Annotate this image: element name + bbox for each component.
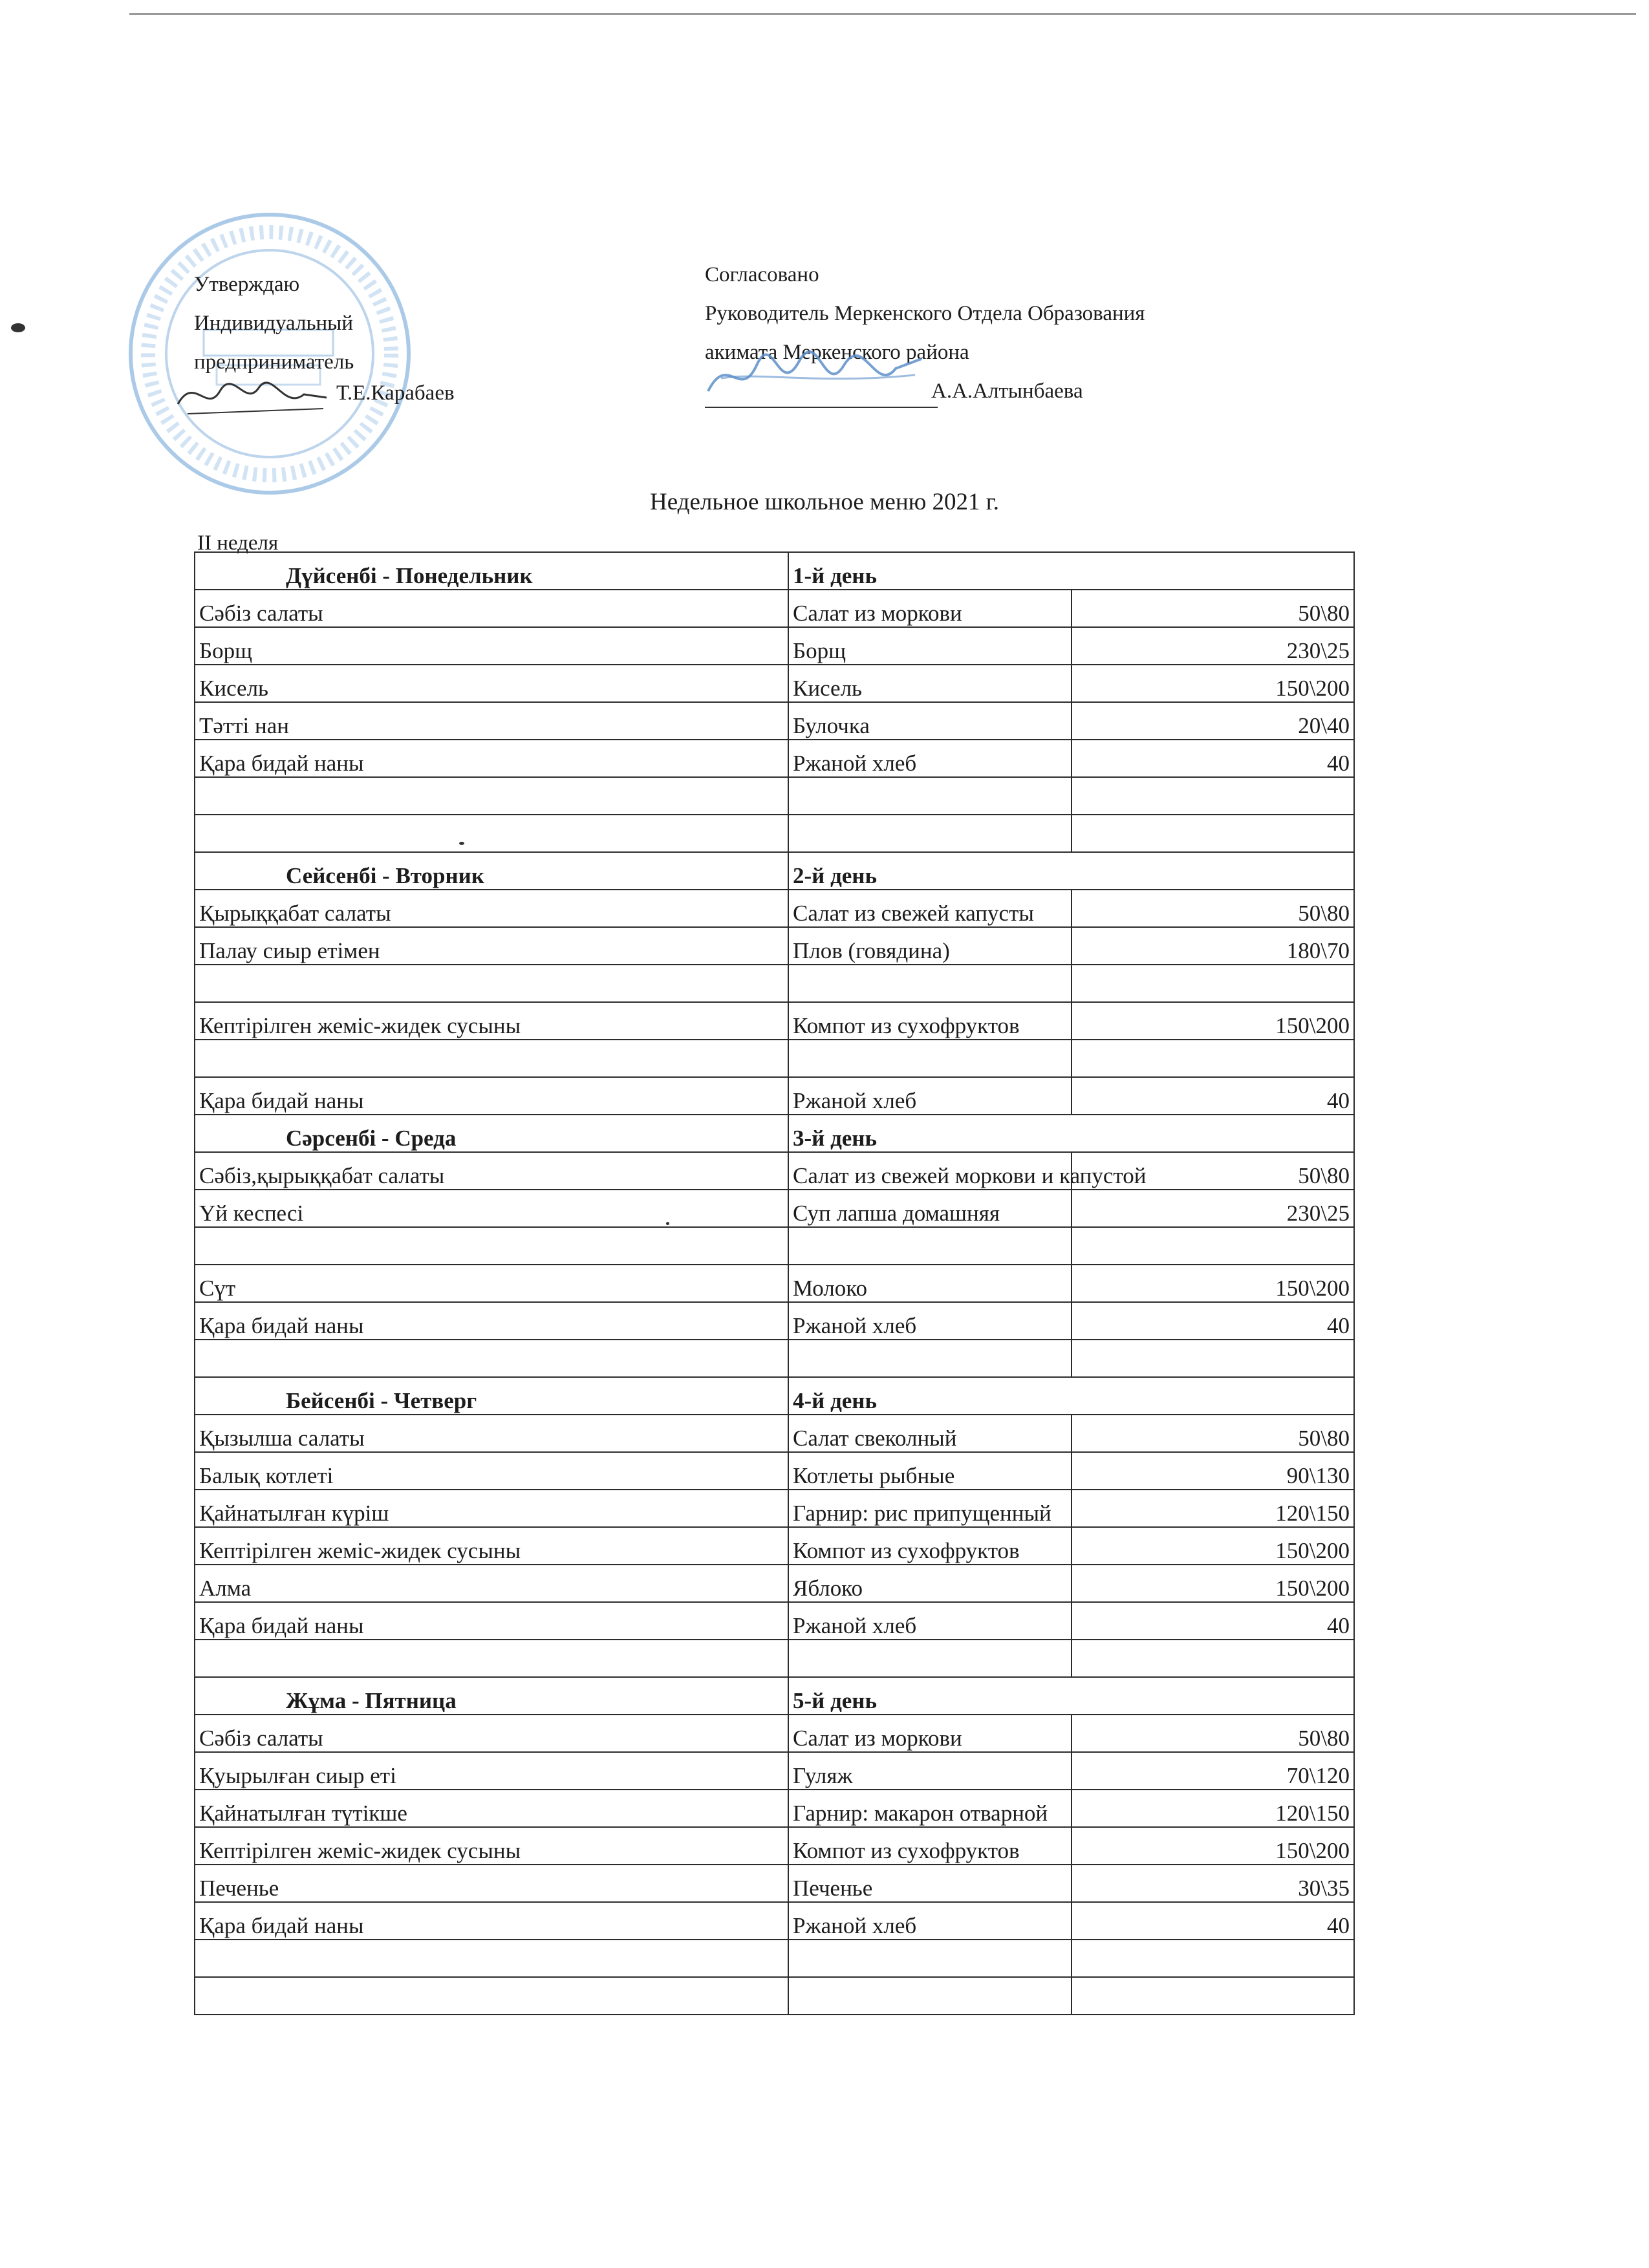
portion-size: 230\25 bbox=[1072, 1190, 1355, 1227]
table-row bbox=[195, 590, 1354, 627]
day-name: Сейсенбі - Вторник bbox=[195, 852, 788, 890]
dish-name-ru: Компот из сухофруктов bbox=[788, 1827, 1072, 1865]
dish-name-kz: Қырыққабат салаты bbox=[195, 890, 788, 927]
dish-name-ru: Компот из сухофруктов bbox=[788, 1527, 1072, 1565]
table-row bbox=[195, 927, 1354, 965]
dish-name-kz: Сүт bbox=[195, 1265, 788, 1302]
dish-name-ru: Плов (говядина) bbox=[788, 927, 1072, 965]
dish-name-kz bbox=[195, 1977, 788, 2015]
agreement-signer: А.А.Алтынбаева bbox=[931, 380, 1083, 403]
portion-size bbox=[1072, 1977, 1355, 2015]
day-header-row bbox=[195, 852, 1354, 890]
dish-name-ru bbox=[788, 1340, 1072, 1377]
portion-size: 120\150 bbox=[1072, 1790, 1355, 1827]
dish-name-ru bbox=[788, 1227, 1072, 1265]
day-label: 5-й день bbox=[788, 1677, 1354, 1715]
dish-name-ru: Печенье bbox=[788, 1865, 1072, 1902]
portion-size bbox=[1072, 1227, 1355, 1265]
dish-name-ru: Салат из свежей капусты bbox=[788, 890, 1072, 927]
dish-name-kz bbox=[195, 1640, 788, 1677]
menu-table bbox=[194, 551, 1355, 2015]
dish-name-ru bbox=[788, 1640, 1072, 1677]
dish-name-ru: Гарнир: макарон отварной bbox=[788, 1790, 1072, 1827]
dish-name-kz: Кептірілген жеміс-жидек сусыны bbox=[195, 1527, 788, 1565]
dish-name-ru: Яблоко bbox=[788, 1565, 1072, 1602]
signature-icon bbox=[175, 369, 330, 420]
approval-line: предприниматель bbox=[194, 350, 354, 374]
scan-speck bbox=[11, 323, 25, 332]
page-title: Недельное школьное меню 2021 г. bbox=[649, 489, 1000, 515]
portion-size: 50\80 bbox=[1072, 1415, 1355, 1452]
portion-size: 150\200 bbox=[1072, 1002, 1355, 1040]
dish-name-ru: Суп лапша домашняя bbox=[788, 1190, 1072, 1227]
day-header-row bbox=[195, 1677, 1354, 1715]
signature-icon bbox=[702, 339, 934, 411]
scan-edge bbox=[129, 13, 1636, 15]
dish-name-kz: Кептірілген жеміс-жидек сусыны bbox=[195, 1002, 788, 1040]
dish-name-ru: Салат из моркови bbox=[788, 1715, 1072, 1752]
table-row bbox=[195, 1865, 1354, 1902]
dish-name-ru: Ржаной хлеб bbox=[788, 740, 1072, 777]
dish-name-ru bbox=[788, 1940, 1072, 1977]
dish-name-kz: Алма bbox=[195, 1565, 788, 1602]
dish-name-kz bbox=[195, 777, 788, 815]
dish-name-ru: Гарнир: рис припущенный bbox=[788, 1490, 1072, 1527]
dish-name-kz: Қара бидай наны bbox=[195, 1302, 788, 1340]
day-name: Сәрсенбі - Среда bbox=[195, 1115, 788, 1152]
portion-size: 40 bbox=[1072, 1902, 1355, 1940]
portion-size bbox=[1072, 965, 1355, 1002]
table-row bbox=[195, 702, 1354, 740]
dish-name-kz bbox=[195, 815, 788, 852]
approval-block bbox=[194, 265, 455, 405]
day-label: 3-й день bbox=[788, 1115, 1354, 1152]
dish-name-ru bbox=[788, 1977, 1072, 2015]
agreement-line: Руководитель Меркенского Отдела Образования bbox=[705, 302, 1145, 325]
table-row bbox=[195, 1902, 1354, 1940]
portion-size: 40 bbox=[1072, 1602, 1355, 1640]
dish-name-ru: Борщ bbox=[788, 627, 1072, 665]
table-row bbox=[195, 1415, 1354, 1452]
dish-name-kz: Қуырылған сиыр еті bbox=[195, 1752, 788, 1790]
dish-name-ru: Компот из сухофруктов bbox=[788, 1002, 1072, 1040]
portion-size bbox=[1072, 1340, 1355, 1377]
dish-name-kz: Кептірілген жеміс-жидек сусыны bbox=[195, 1827, 788, 1865]
table-row bbox=[195, 1227, 1354, 1265]
portion-size: 20\40 bbox=[1072, 702, 1355, 740]
dish-name-ru bbox=[788, 965, 1072, 1002]
day-label: 1-й день bbox=[788, 552, 1354, 590]
table-row bbox=[195, 1265, 1354, 1302]
day-label: 4-й день bbox=[788, 1377, 1354, 1415]
dish-name-ru: Булочка bbox=[788, 702, 1072, 740]
dish-name-ru bbox=[788, 777, 1072, 815]
scan-speck bbox=[666, 1222, 669, 1225]
table-row bbox=[195, 1640, 1354, 1677]
dish-name-kz: Печенье bbox=[195, 1865, 788, 1902]
portion-size bbox=[1072, 1940, 1355, 1977]
portion-size: 150\200 bbox=[1072, 1265, 1355, 1302]
dish-name-ru: Молоко bbox=[788, 1265, 1072, 1302]
portion-size: 70\120 bbox=[1072, 1752, 1355, 1790]
dish-name-kz: Сәбіз,қырыққабат салаты bbox=[195, 1152, 788, 1190]
table-row bbox=[195, 965, 1354, 1002]
table-row bbox=[195, 1152, 1354, 1190]
table-row bbox=[195, 1002, 1354, 1040]
table-row bbox=[195, 1977, 1354, 2015]
portion-size: 40 bbox=[1072, 740, 1355, 777]
dish-name-kz: Үй кеспесі bbox=[195, 1190, 788, 1227]
portion-size bbox=[1072, 815, 1355, 852]
portion-size: 120\150 bbox=[1072, 1490, 1355, 1527]
dish-name-kz: Қызылша салаты bbox=[195, 1415, 788, 1452]
dish-name-kz bbox=[195, 1940, 788, 1977]
table-row bbox=[195, 777, 1354, 815]
day-name: Бейсенбі - Четверг bbox=[195, 1377, 788, 1415]
portion-size: 30\35 bbox=[1072, 1865, 1355, 1902]
dish-name-kz: Қара бидай наны bbox=[195, 740, 788, 777]
dish-name-ru: Салат свеколный bbox=[788, 1415, 1072, 1452]
agreement-line: Согласовано bbox=[705, 263, 819, 286]
portion-size: 50\80 bbox=[1072, 1715, 1355, 1752]
table-row bbox=[195, 627, 1354, 665]
dish-name-kz: Қара бидай наны bbox=[195, 1602, 788, 1640]
dish-name-kz: Палау сиыр етімен bbox=[195, 927, 788, 965]
portion-size bbox=[1072, 1040, 1355, 1077]
portion-size: 230\25 bbox=[1072, 627, 1355, 665]
table-row bbox=[195, 1452, 1354, 1490]
approval-line: Утверждаю bbox=[194, 273, 300, 296]
scan-speck bbox=[459, 842, 464, 845]
portion-size: 50\80 bbox=[1072, 1152, 1355, 1190]
day-header-row bbox=[195, 1377, 1354, 1415]
dish-name-kz bbox=[195, 1340, 788, 1377]
dish-name-kz: Сәбіз салаты bbox=[195, 590, 788, 627]
dish-name-kz: Қайнатылған күріш bbox=[195, 1490, 788, 1527]
table-row bbox=[195, 1752, 1354, 1790]
dish-name-ru: Кисель bbox=[788, 665, 1072, 702]
dish-name-ru: Котлеты рыбные bbox=[788, 1452, 1072, 1490]
portion-size: 50\80 bbox=[1072, 590, 1355, 627]
portion-size: 150\200 bbox=[1072, 1827, 1355, 1865]
portion-size bbox=[1072, 1640, 1355, 1677]
dish-name-ru: Ржаной хлеб bbox=[788, 1077, 1072, 1115]
day-label: 2-й день bbox=[788, 852, 1354, 890]
week-label: II неделя bbox=[197, 531, 279, 555]
dish-name-ru: Ржаной хлеб bbox=[788, 1302, 1072, 1340]
dish-name-kz: Қара бидай наны bbox=[195, 1077, 788, 1115]
dish-name-kz: Кисель bbox=[195, 665, 788, 702]
portion-size: 90\130 bbox=[1072, 1452, 1355, 1490]
approver-name: Т.Е.Карабаев bbox=[336, 381, 455, 405]
portion-size: 180\70 bbox=[1072, 927, 1355, 965]
day-header-row bbox=[195, 552, 1354, 590]
dish-name-ru: Гуляж bbox=[788, 1752, 1072, 1790]
day-header-row bbox=[195, 1115, 1354, 1152]
dish-name-ru: Ржаной хлеб bbox=[788, 1902, 1072, 1940]
agreement-line: акимата Меркенского района bbox=[705, 341, 969, 364]
dish-name-kz: Сәбіз салаты bbox=[195, 1715, 788, 1752]
table-row bbox=[195, 1490, 1354, 1527]
approval-line: Индивидуальный bbox=[194, 312, 353, 335]
table-row bbox=[195, 1040, 1354, 1077]
table-row bbox=[195, 1827, 1354, 1865]
table-row bbox=[195, 1527, 1354, 1565]
dish-name-ru bbox=[788, 815, 1072, 852]
table-row bbox=[195, 1715, 1354, 1752]
dish-name-ru bbox=[788, 1040, 1072, 1077]
table-row bbox=[195, 740, 1354, 777]
table-row bbox=[195, 1302, 1354, 1340]
table-row bbox=[195, 1190, 1354, 1227]
portion-size bbox=[1072, 777, 1355, 815]
table-row bbox=[195, 1790, 1354, 1827]
table-row bbox=[195, 1077, 1354, 1115]
dish-name-ru: Ржаной хлеб bbox=[788, 1602, 1072, 1640]
table-row bbox=[195, 1340, 1354, 1377]
dish-name-ru: Салат из свежей моркови и капустой bbox=[788, 1152, 1072, 1190]
table-row bbox=[195, 1940, 1354, 1977]
portion-size: 40 bbox=[1072, 1077, 1355, 1115]
dish-name-ru: Салат из моркови bbox=[788, 590, 1072, 627]
dish-name-kz bbox=[195, 1227, 788, 1265]
day-name: Дүйсенбі - Понедельник bbox=[195, 552, 788, 590]
dish-name-kz bbox=[195, 1040, 788, 1077]
portion-size: 150\200 bbox=[1072, 665, 1355, 702]
table-row bbox=[195, 665, 1354, 702]
portion-size: 150\200 bbox=[1072, 1565, 1355, 1602]
portion-size: 40 bbox=[1072, 1302, 1355, 1340]
portion-size: 150\200 bbox=[1072, 1527, 1355, 1565]
dish-name-kz: Балық котлеті bbox=[195, 1452, 788, 1490]
dish-name-kz: Қайнатылған түтікше bbox=[195, 1790, 788, 1827]
table-row bbox=[195, 815, 1354, 852]
portion-size: 50\80 bbox=[1072, 890, 1355, 927]
table-row bbox=[195, 1602, 1354, 1640]
dish-name-kz: Борщ bbox=[195, 627, 788, 665]
dish-name-kz: Тәтті нан bbox=[195, 702, 788, 740]
dish-name-kz: Қара бидай наны bbox=[195, 1902, 788, 1940]
table-row bbox=[195, 1565, 1354, 1602]
dish-name-kz bbox=[195, 965, 788, 1002]
day-name: Жұма - Пятница bbox=[195, 1677, 788, 1715]
table-row bbox=[195, 890, 1354, 927]
